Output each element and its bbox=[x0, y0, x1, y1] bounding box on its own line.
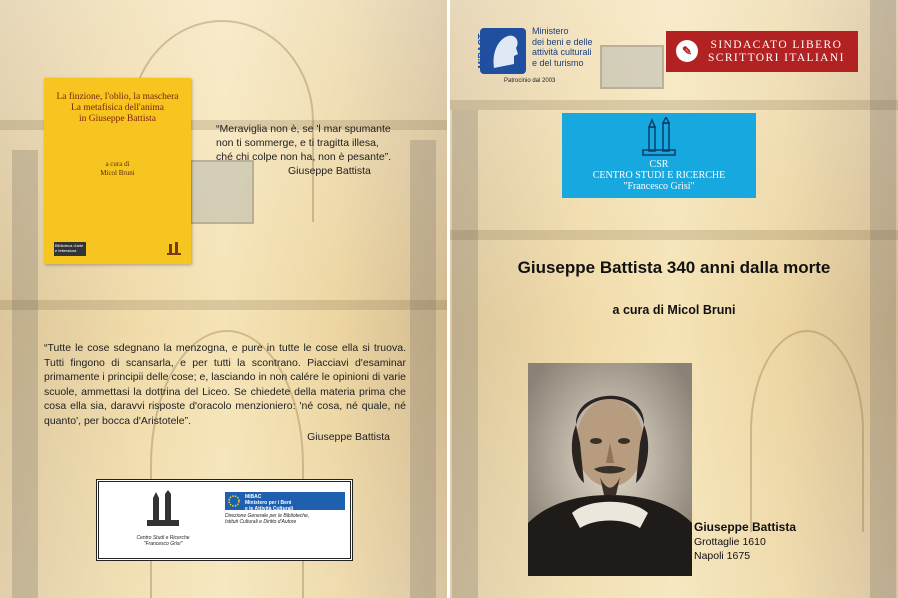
background-column bbox=[12, 150, 38, 598]
csr-logo-caption bbox=[113, 535, 213, 547]
towers-emblem-icon bbox=[641, 117, 677, 157]
portrait-image bbox=[528, 363, 692, 576]
background-column bbox=[410, 140, 436, 598]
caption-line: Istituti Culturali e Diritto d'Autore bbox=[225, 519, 297, 525]
quote-author: Giuseppe Battista bbox=[307, 431, 390, 443]
profile-head-icon bbox=[480, 28, 526, 74]
publisher-logo: Biblioteca d'arte e letteratura bbox=[54, 242, 86, 256]
background-niche bbox=[750, 330, 864, 532]
quote-line: “Meraviglia non è, se 'l mar spumante bbox=[216, 123, 391, 135]
background-column bbox=[452, 110, 478, 598]
csr-line: CSR bbox=[649, 159, 669, 170]
csr-logo bbox=[562, 113, 756, 198]
ministero-line: Ministero bbox=[532, 26, 569, 36]
book-editor bbox=[44, 160, 191, 178]
csr-line: CENTRO STUDI E RICERCHE bbox=[592, 170, 726, 181]
mibac-logo bbox=[225, 492, 345, 525]
book-cover bbox=[44, 78, 191, 264]
background-column bbox=[870, 0, 896, 598]
sindacato-line: SINDACATO LIBERO bbox=[710, 39, 843, 51]
ministero-acronym: MiBACT bbox=[476, 33, 487, 69]
ministero-line: attività culturali bbox=[532, 47, 592, 57]
book-title-line: La metafisica dell'anima bbox=[71, 103, 164, 113]
background-cornice bbox=[0, 300, 450, 310]
csr-label bbox=[562, 159, 756, 192]
ministero-patronage: Patrocinio dal 2003 bbox=[504, 78, 556, 84]
ministero-text bbox=[532, 26, 593, 68]
quote-author: Giuseppe Battista bbox=[288, 165, 371, 177]
portrait-birth: Grottaglie 1610 bbox=[694, 536, 766, 548]
mibac-bar-line: Ministero per i Beni bbox=[245, 500, 292, 506]
book-editor-line: Micol Bruni bbox=[100, 169, 135, 177]
eu-stars-icon bbox=[228, 495, 240, 507]
ministero-line: e del turismo bbox=[532, 57, 584, 68]
caption-line: Centro Studi e Ricerche bbox=[136, 535, 190, 541]
sindacato-text bbox=[708, 39, 845, 65]
caption-line: "Francesco Grisi" bbox=[143, 541, 183, 547]
portrait-engraving bbox=[528, 363, 692, 576]
sponsor-logos bbox=[96, 479, 353, 561]
towers-emblem-icon bbox=[143, 490, 183, 528]
portrait-death: Napoli 1675 bbox=[694, 550, 751, 562]
ministero-logo bbox=[476, 26, 630, 96]
sindacato-logo bbox=[666, 31, 858, 72]
mibac-bar-line: e le Attività Culturali bbox=[245, 506, 294, 512]
background-cornice bbox=[450, 230, 898, 240]
mibac-bar bbox=[225, 492, 345, 510]
quill-emblem-icon: ✎ bbox=[676, 40, 698, 62]
quote-line: ché chi colpe non ha, non è pesante”. bbox=[216, 151, 392, 163]
csr-line: "Francesco Grisi" bbox=[623, 181, 695, 192]
ministero-line: dei beni e delle bbox=[532, 36, 593, 47]
mibac-caption bbox=[225, 513, 345, 525]
ministero-mark bbox=[476, 28, 526, 74]
book-title bbox=[50, 92, 185, 125]
page-subtitle: a cura di Micol Bruni bbox=[612, 303, 736, 317]
quote-text: “Tutte le cose sdegnano la menzogna, e pure in tutte le cose ella si truova. Tutti fingono di scansarla, e per tutti la scontrano. Piacciavi d'esaminar primamente i principii delle cose; e, lasciando in non calére le opinioni di varie scuole, ammettasi la dottrina del Liceo. Se chiedete della materia prima che cosa ella sia, daravvi risposte d'oracolo menzioniero: 'né cosa, né quale, né quanto', per bocca d'Aristotele”. bbox=[44, 342, 406, 427]
book-title-line: La finzione, l'oblio, la maschera bbox=[56, 92, 179, 102]
sindacato-line: SCRITTORI ITALIANI bbox=[708, 52, 845, 64]
page-title: Giuseppe Battista 340 anni dalla morte bbox=[517, 258, 831, 277]
quote-line: non ti sommerge, e ti tragitta illesa, bbox=[216, 137, 379, 149]
book-title-line: in Giuseppe Battista bbox=[78, 114, 157, 124]
mibac-bar-line: MiBAC bbox=[245, 494, 262, 500]
caption-line: Direzione Generale per le Biblioteche, bbox=[225, 513, 310, 519]
towers-emblem-icon bbox=[167, 240, 181, 256]
quote-prose bbox=[44, 341, 406, 445]
quote-verse bbox=[216, 122, 406, 178]
background-cornice bbox=[450, 100, 898, 110]
right-page bbox=[450, 0, 898, 598]
book-editor-line: a cura di bbox=[105, 160, 130, 168]
portrait-name: Giuseppe Battista bbox=[694, 520, 797, 534]
csr-logo bbox=[113, 490, 213, 547]
